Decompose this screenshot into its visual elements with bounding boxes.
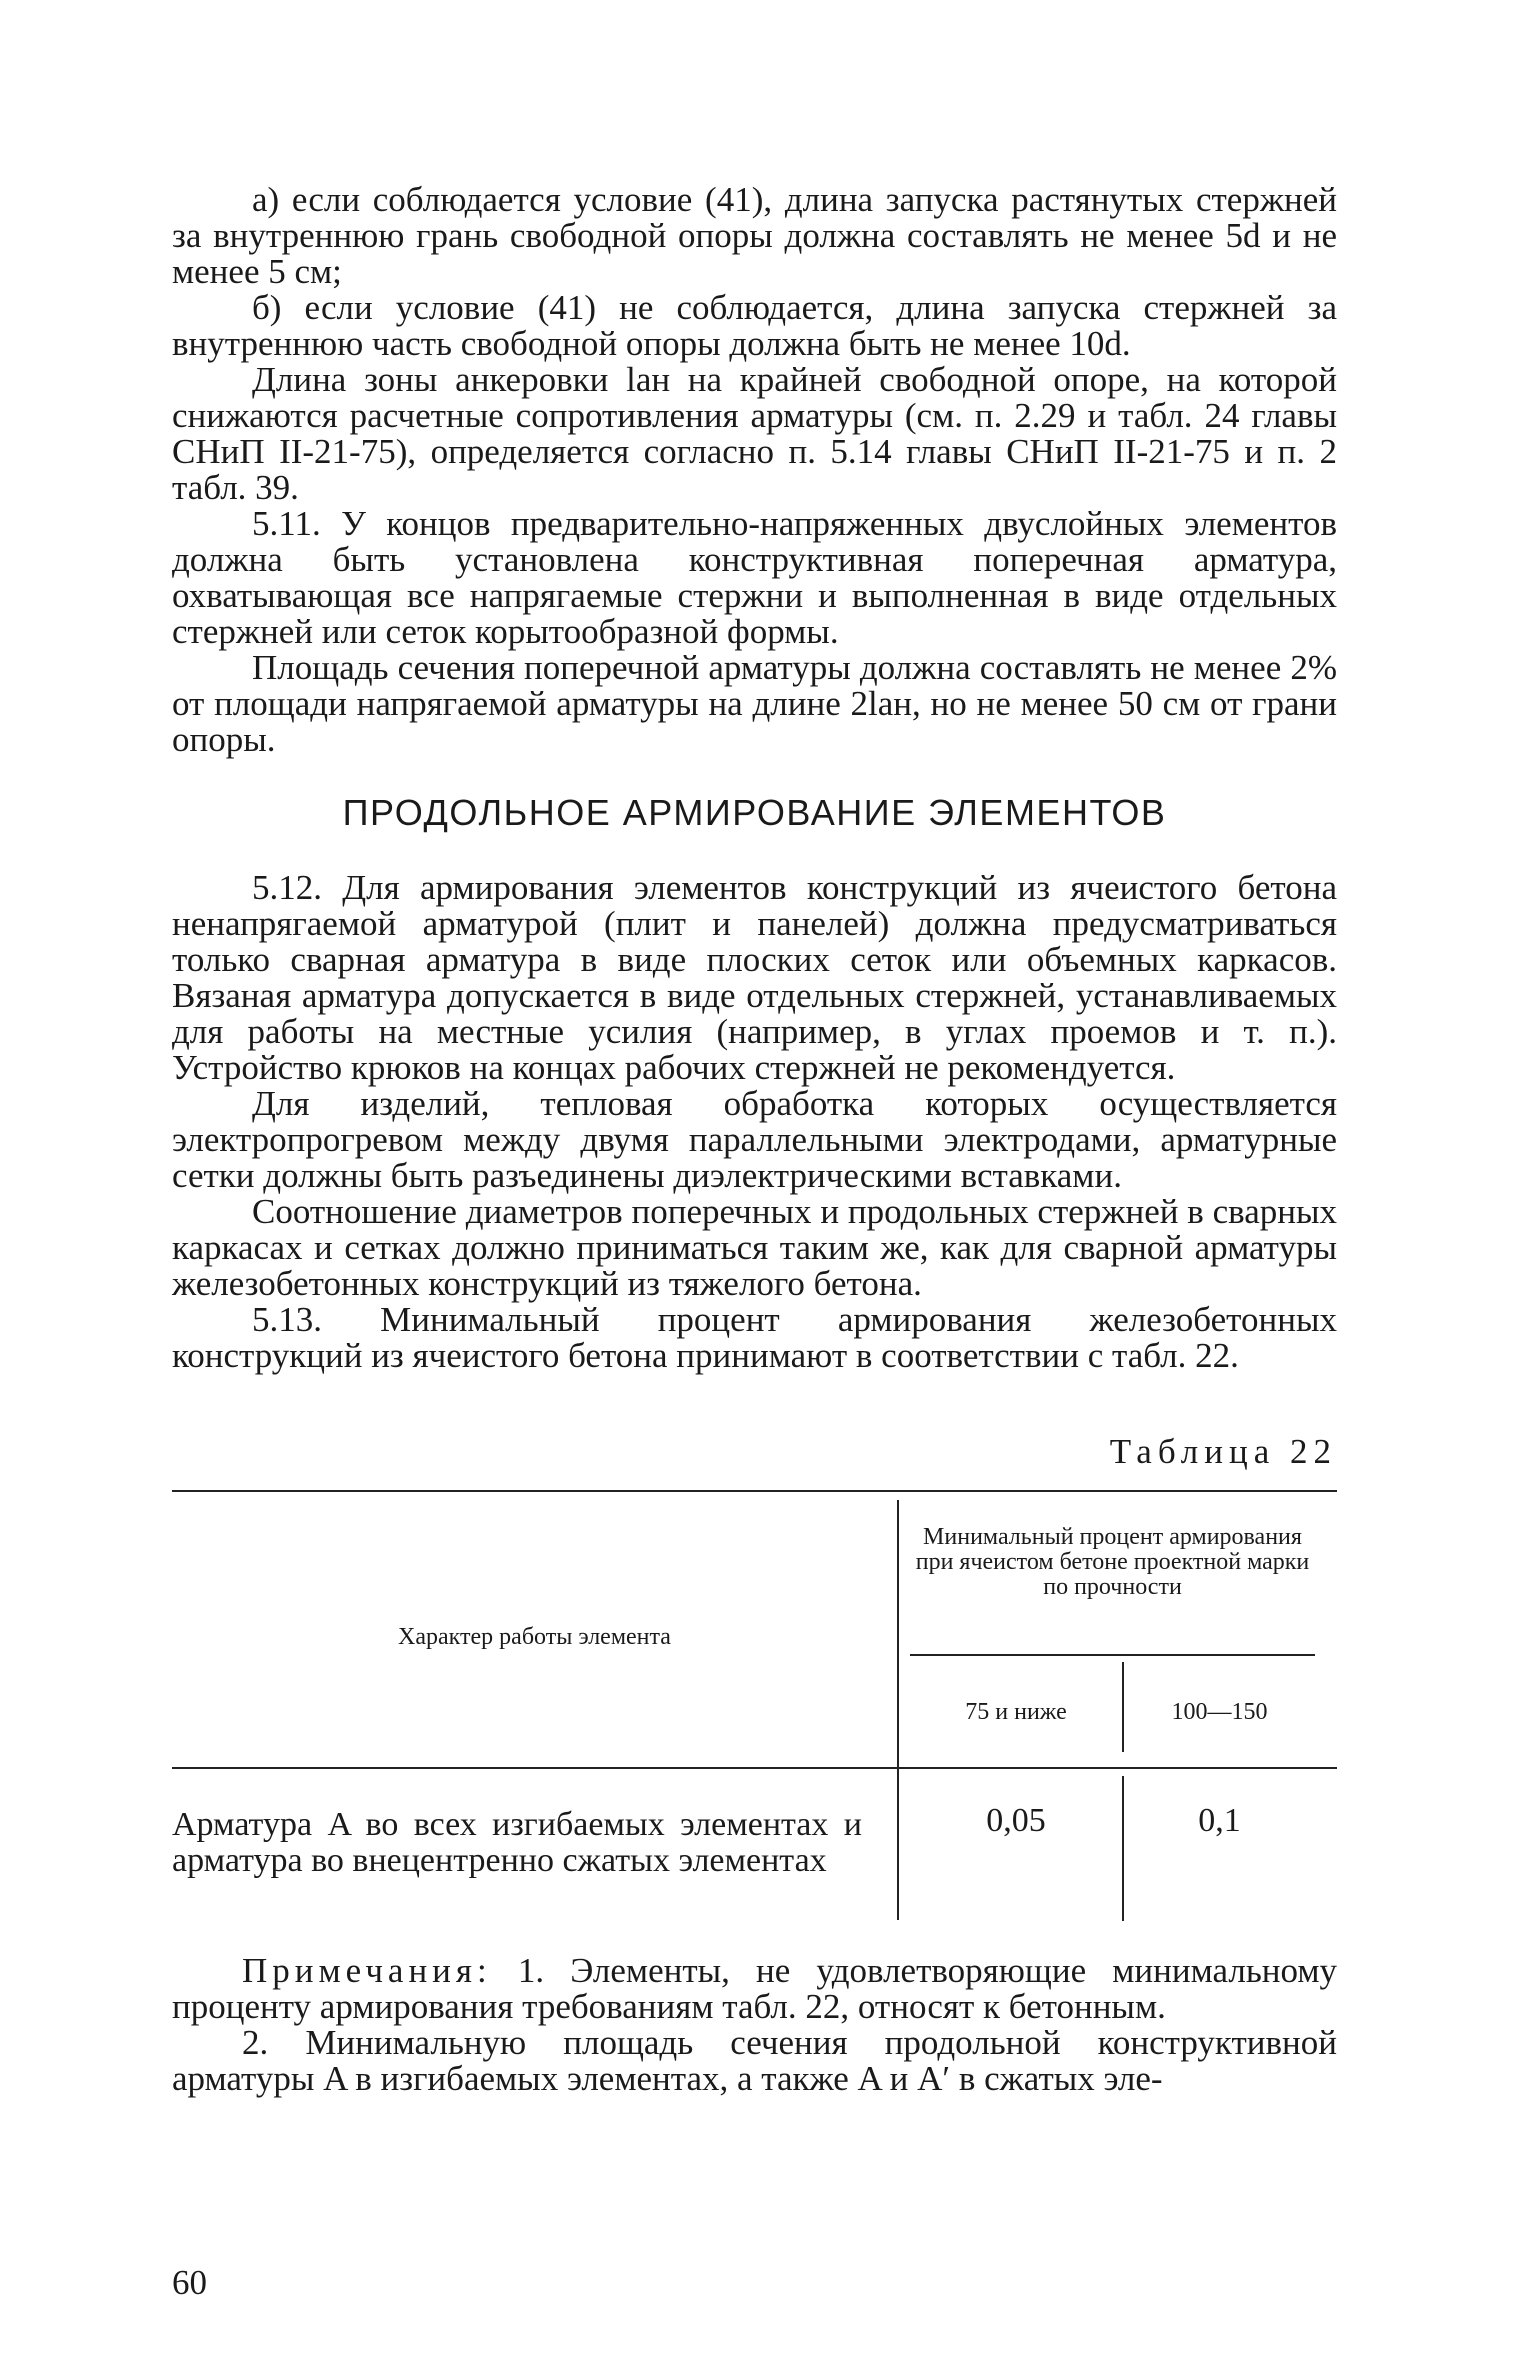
paragraph-a: а) если соблюдается условие (41), длина запуска растянутых стержней за внутреннюю грань свободной опоры должна составлять не менее 5d и не менее 5 см; <box>172 180 1337 291</box>
paragraph-5-13: 5.13. Минимальный процент армирования железобетонных конструкций из ячеистого бетона принимают в соответствии с табл. 22. <box>172 1300 1337 1375</box>
header-character: Характер работы элемента <box>398 1624 671 1650</box>
header-min-percent: Минимальный процент армирования при ячеистом бетоне проектной марки по прочности <box>915 1524 1310 1600</box>
paragraph-b: б) если условие (41) не соблюдается, длина запуска стержней за внутреннюю часть свободной опоры должна быть не менее 10d. <box>172 288 1337 363</box>
note-1-text: 1. Элементы, не удовлетворяющие минимальному проценту армирования требованиям табл. 22, относят к бетонным. <box>172 1951 1338 2026</box>
paragraph-diameter-ratio: Соотношение диаметров поперечных и продольных стержней в сварных каркасах и сетках должно приниматься таким же, как для сварной арматуры железобетонных конструкций из тяжелого бетона. <box>172 1192 1337 1303</box>
notes-label: Примечания: <box>242 1951 492 1990</box>
table-22 <box>172 1490 1337 1938</box>
paragraph-5-11: 5.11. У концов предварительно-напряженных двуслойных элементов должна быть установлена конструктивная поперечная арматура, охватывающая все напрягаемые стержни и выполненная в виде отдельных стержней или сеток корытообразной формы. <box>172 504 1337 651</box>
paragraph-electroheating: Для изделий, тепловая обработка которых осуществляется электропрогревом между двумя параллельными электродами, арматурные сетки должны быть разъединены диэлектрическими вставками. <box>172 1084 1337 1195</box>
table-row-description: Арматура A во всех изгибаемых элементах и арматура во внецентренно сжатых элементах <box>172 1806 862 1879</box>
top-text-block <box>172 182 1337 758</box>
table-row-value-1: 0,05 <box>986 1802 1046 1839</box>
header-col-100-150: 100—150 <box>1171 1699 1268 1725</box>
page-number: 60 <box>172 2263 207 2302</box>
paragraph-cross-section: Площадь сечения поперечной арматуры должна составлять не менее 2% от площади напрягаемой арматуры на длине 2lан, но не менее 50 см от грани опоры. <box>172 648 1337 759</box>
table-body-column-divider <box>1122 1776 1124 1921</box>
mid-text-block <box>172 870 1337 1374</box>
note-2: 2. Минимальную площадь сечения продольной конструктивной арматуры A в изгибаемых элементах, а также A и A′ в сжатых эле- <box>172 2023 1337 2098</box>
header-col-75: 75 и ниже <box>965 1699 1067 1725</box>
table-subheader-rule <box>910 1654 1315 1656</box>
table-header-rule <box>172 1767 1337 1769</box>
table-column-divider <box>897 1500 899 1920</box>
section-heading: ПРОДОЛЬНОЕ АРМИРОВАНИЕ ЭЛЕМЕНТОВ <box>342 792 1167 833</box>
notes-block <box>172 1953 1337 2097</box>
table-top-rule <box>172 1490 1337 1492</box>
table-caption: Таблица 22 <box>1109 1432 1337 1471</box>
paragraph-anchorage: Длина зоны анкеровки lан на крайней свободной опоре, на которой снижаются расчетные сопротивления арматуры (см. п. 2.29 и табл. 24 главы СНиП II-21-75), определяется согласно п. 5.14 главы СНиП II-21-75 и п. 2 табл. 39. <box>172 360 1337 507</box>
note-1 <box>172 1953 1337 2025</box>
paragraph-5-12: 5.12. Для армирования элементов конструкций из ячеистого бетона ненапрягаемой арматурой (плит и панелей) должна предусматриваться только сварная арматура в виде плоских сеток или объемных каркасов. Вязаная арматура допускается в виде отдельных стержней, устанавливаемых для работы на местные усилия (например, в углах проемов и т. п.). Устройство крюков на концах рабочих стержней не рекомендуется. <box>172 868 1337 1087</box>
table-row-value-2: 0,1 <box>1198 1802 1241 1839</box>
